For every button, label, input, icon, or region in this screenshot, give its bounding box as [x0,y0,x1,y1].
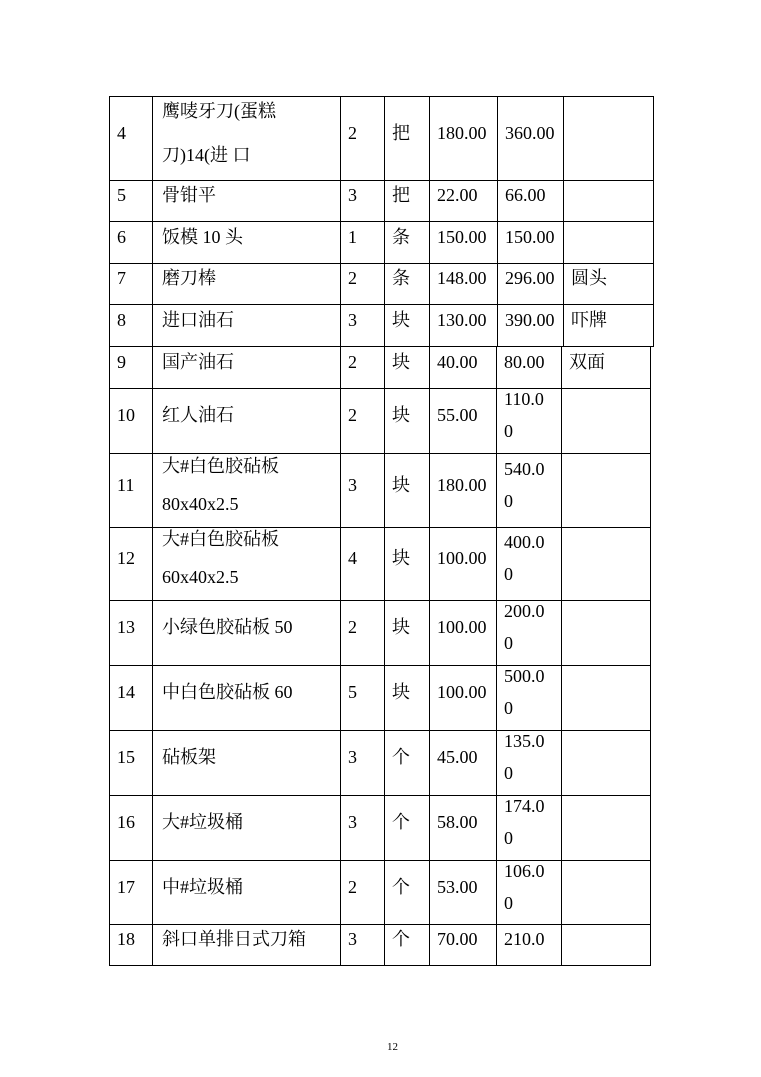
amount-cell [496,924,562,966]
remark-cell [561,388,651,454]
unit: 块 [392,405,410,425]
table-row [109,860,651,925]
unit-price: 130.00 [437,309,487,330]
quantity-cell [340,346,385,389]
quantity-cell [340,600,385,666]
item-number: 18 [117,929,135,949]
remark-cell [563,221,654,264]
page-number: 12 [387,1041,398,1053]
amount-cell [496,453,562,528]
item-number: 14 [117,682,135,702]
amount: 135.0 0 [504,731,545,783]
unit-cell [384,600,430,666]
remark: 圆头 [571,268,607,288]
unit-price-cell [429,795,497,861]
unit-price-cell [429,221,498,264]
quantity-cell [340,527,385,601]
quantity-cell [340,453,385,528]
table-row [109,665,651,731]
item-number-cell [109,795,153,861]
unit-price-cell [429,527,497,601]
remark-cell [563,96,654,181]
item-name: 国产油石 [162,351,234,372]
quantity: 3 [348,812,357,832]
item-name: 磨刀棒 [162,268,216,288]
item-name-cell [152,453,341,528]
remark-cell [563,180,654,222]
unit: 个 [392,929,410,949]
amount: 110.0 0 [504,389,544,441]
unit-price: 70.00 [437,929,478,949]
item-number-cell [109,96,153,181]
item-name: 大#白色胶砧板 80x40x2.5 [162,455,279,514]
unit-price: 100.00 [437,682,487,702]
amount-cell [496,665,562,731]
remark-cell [561,453,651,528]
unit: 块 [392,548,410,568]
amount: 150.00 [505,226,555,247]
amount: 66.00 [505,185,546,205]
remark: 双面 [569,351,605,372]
quantity: 2 [348,405,357,425]
unit-price-cell [429,860,497,925]
item-number: 6 [117,226,126,247]
remark-cell [561,600,651,666]
unit-price-cell [429,96,498,181]
item-name: 红人油石 [162,405,234,425]
unit-price: 40.00 [437,351,478,372]
item-name: 大#白色胶砧板 60x40x2.5 [162,529,279,587]
item-name-cell [152,730,341,796]
remark-cell [561,924,651,966]
quantity-cell [340,730,385,796]
table-row [109,263,654,305]
unit-cell [384,180,430,222]
quantity-cell [340,221,385,264]
item-number: 10 [117,405,135,425]
unit-price: 148.00 [437,268,487,288]
amount-cell [497,180,564,222]
item-number-cell [109,860,153,925]
item-name-cell [152,795,341,861]
quantity-cell [340,180,385,222]
quantity: 4 [348,548,357,568]
table-row [109,304,654,347]
unit-price: 45.00 [437,747,478,767]
table-row [109,527,651,601]
amount-cell [496,600,562,666]
table-row [109,180,654,222]
unit: 块 [392,617,410,637]
unit-price-cell [429,263,498,305]
unit-price-cell [429,924,497,966]
item-name-cell [152,388,341,454]
quantity: 2 [348,876,357,897]
unit: 个 [392,747,410,767]
item-name-cell [152,221,341,264]
item-name-cell [152,665,341,731]
item-name: 骨钳平 [162,185,216,205]
item-name-cell [152,924,341,966]
item-name: 小绿色胶砧板 50 [162,617,293,637]
quantity: 3 [348,747,357,767]
quantity: 2 [348,268,357,288]
unit-cell [384,388,430,454]
table-row [109,924,651,966]
item-name-cell [152,600,341,666]
unit-cell [384,304,430,347]
unit-cell [384,730,430,796]
amount: 540.0 0 [504,458,545,511]
item-name: 饭模 10 头 [162,226,243,247]
amount: 500.0 0 [504,666,545,718]
unit-price: 180.00 [437,474,487,495]
quantity: 2 [348,617,357,637]
quantity-cell [340,924,385,966]
unit-price: 58.00 [437,812,478,832]
item-name: 大#垃圾桶 [162,812,243,832]
item-name: 砧板架 [162,747,216,767]
unit-cell [384,346,430,389]
unit: 把 [392,185,410,205]
unit-price: 150.00 [437,226,487,247]
item-name: 中白色胶砧板 60 [162,682,293,702]
quantity-cell [340,304,385,347]
quantity: 2 [348,351,357,372]
remark-cell [563,263,654,305]
quantity-cell [340,860,385,925]
item-number: 4 [117,122,126,143]
remark: 吓牌 [571,309,607,330]
remark-cell [561,346,651,389]
amount: 360.00 [505,122,555,143]
unit-price: 55.00 [437,405,478,425]
remark-cell [561,730,651,796]
item-number-cell [109,263,153,305]
quantity: 3 [348,474,357,495]
amount: 106.0 0 [504,860,545,913]
unit-cell [384,96,430,181]
unit: 把 [392,122,410,143]
unit-cell [384,860,430,925]
item-number: 12 [117,548,135,568]
item-number: 8 [117,309,126,330]
amount: 390.00 [505,309,555,330]
item-number-cell [109,527,153,601]
item-name-cell [152,263,341,305]
item-number: 17 [117,876,135,897]
item-number-cell [109,388,153,454]
item-name-cell [152,860,341,925]
amount: 200.0 0 [504,601,545,653]
item-number-cell [109,665,153,731]
amount-cell [496,860,562,925]
item-number-cell [109,924,153,966]
amount-cell [497,263,564,305]
item-name: 中#垃圾桶 [162,876,243,897]
amount-cell [496,527,562,601]
remark-cell [561,665,651,731]
unit-price-cell [429,346,497,389]
quantity: 1 [348,226,357,247]
amount: 80.00 [504,351,545,372]
unit-price: 180.00 [437,122,487,143]
unit-price-cell [429,453,497,528]
quantity: 2 [348,122,357,143]
table-row [109,600,651,666]
item-number-cell [109,600,153,666]
quantity-cell [340,263,385,305]
unit-cell [384,527,430,601]
item-number: 5 [117,185,126,205]
unit-cell [384,924,430,966]
item-name-cell [152,346,341,389]
amount-cell [497,96,564,181]
item-number: 16 [117,812,135,832]
table-row [109,96,654,181]
unit-cell [384,665,430,731]
item-number-cell [109,221,153,264]
remark-cell [561,795,651,861]
quantity: 5 [348,682,357,702]
amount: 174.0 0 [504,796,545,848]
unit-price: 100.00 [437,548,487,568]
item-name-cell [152,180,341,222]
unit-price: 22.00 [437,185,478,205]
item-name: 鹰唛牙刀(蛋糕 刀)14(进 口 [162,100,276,165]
amount-cell [496,388,562,454]
table-row [109,221,654,264]
remark-cell [561,527,651,601]
quantity-cell [340,665,385,731]
item-name-cell [152,527,341,601]
item-number: 7 [117,268,126,288]
remark-cell [563,304,654,347]
quantity-cell [340,96,385,181]
table-row [109,795,651,861]
quantity-cell [340,388,385,454]
item-number-cell [109,730,153,796]
amount-cell [496,730,562,796]
unit: 条 [392,226,410,247]
amount-cell [496,795,562,861]
item-number: 11 [117,474,135,495]
item-number: 9 [117,351,126,372]
table-row [109,730,651,796]
unit-price-cell [429,180,498,222]
quantity: 3 [348,309,357,330]
unit-price-cell [429,600,497,666]
amount: 400.0 0 [504,532,545,584]
unit: 个 [392,876,410,897]
quantity: 3 [348,185,357,205]
table-row [109,453,651,528]
unit-cell [384,453,430,528]
item-number: 13 [117,617,135,637]
unit: 块 [392,351,410,372]
unit-cell [384,221,430,264]
amount: 210.0 [504,929,545,949]
amount: 296.00 [505,268,555,288]
quantity: 3 [348,929,357,949]
unit-cell [384,263,430,305]
unit-price-cell [429,304,498,347]
amount-cell [497,304,564,347]
unit-price-cell [429,388,497,454]
unit-price-cell [429,665,497,731]
unit: 块 [392,309,410,330]
item-number-cell [109,304,153,347]
item-number-cell [109,180,153,222]
item-name-cell [152,304,341,347]
unit: 个 [392,812,410,832]
table-row [109,346,651,389]
unit: 块 [392,474,410,495]
amount-cell [497,221,564,264]
item-number-cell [109,346,153,389]
item-name-cell [152,96,341,181]
unit-price-cell [429,730,497,796]
unit: 条 [392,268,410,288]
item-name: 进口油石 [162,309,234,330]
table-row [109,388,651,454]
unit-cell [384,795,430,861]
item-number-cell [109,453,153,528]
item-name: 斜口单排日式刀箱 [162,929,306,949]
item-number: 15 [117,747,135,767]
unit: 块 [392,682,410,702]
unit-price: 100.00 [437,617,487,637]
unit-price: 53.00 [437,876,478,897]
quantity-cell [340,795,385,861]
remark-cell [561,860,651,925]
